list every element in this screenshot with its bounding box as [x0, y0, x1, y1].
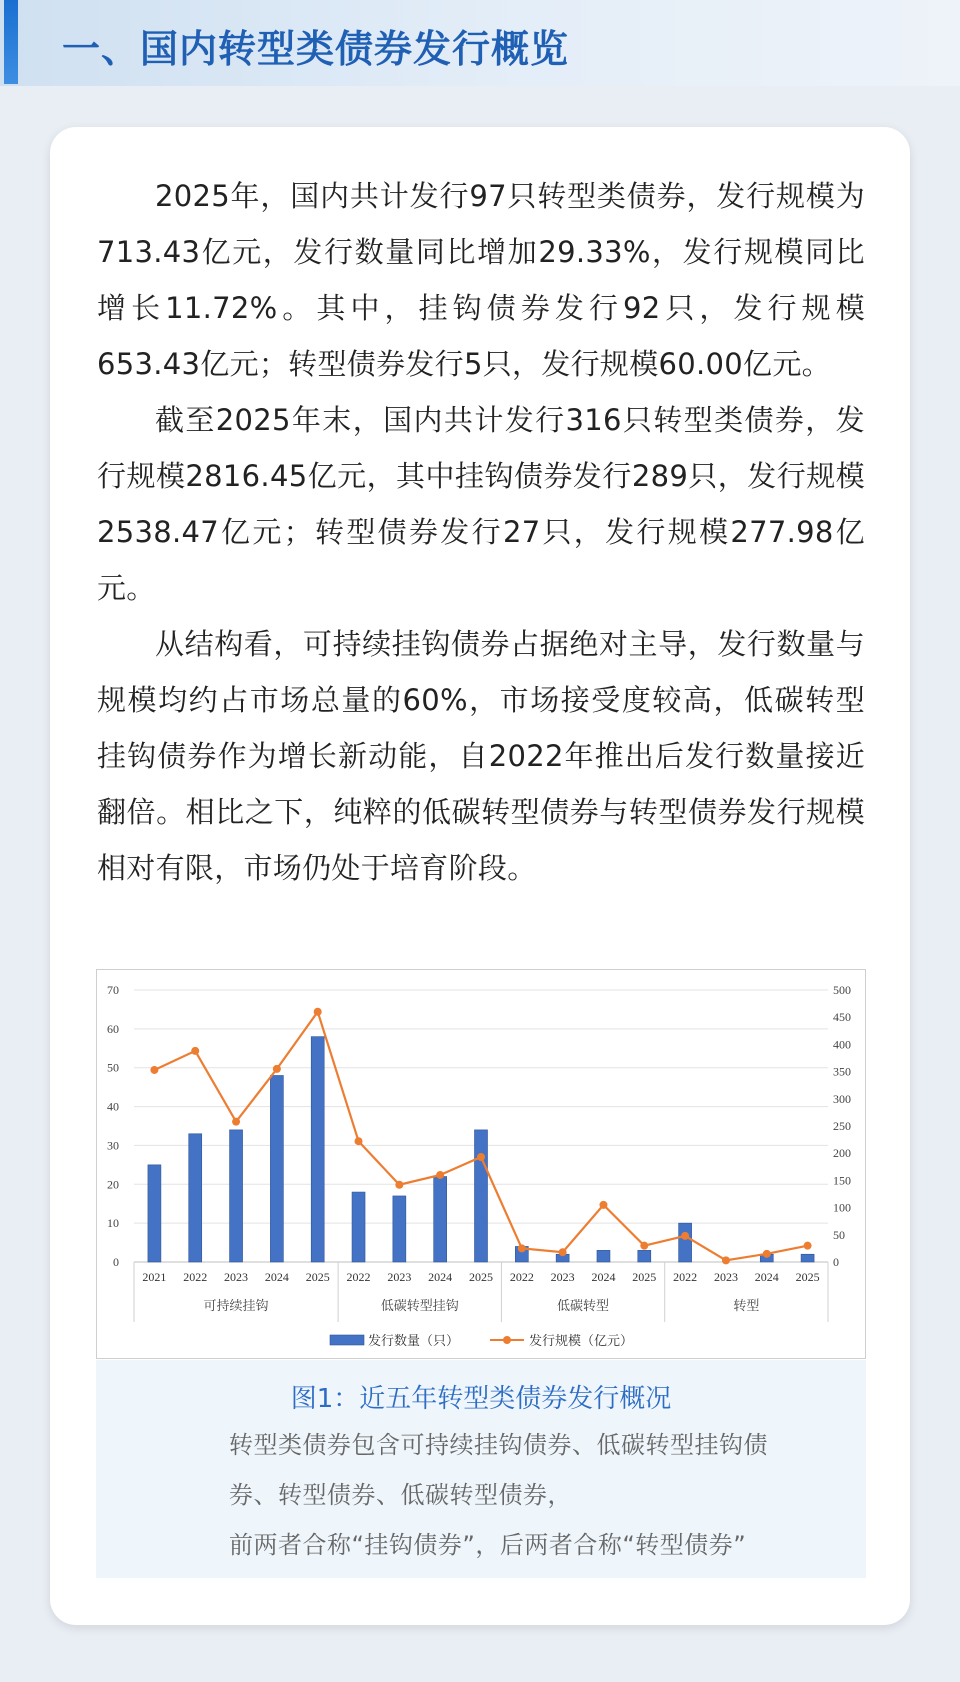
line-point [518, 1244, 526, 1252]
legend-line-marker [503, 1336, 511, 1344]
x-tick-label: 2022 [509, 1270, 534, 1284]
y-right-tick-label: 450 [833, 1010, 851, 1025]
y-right-tick-label: 350 [833, 1064, 851, 1079]
caption-note-line: 券、转型债券、低碳转型债券， [229, 1481, 572, 1509]
bar [393, 1196, 406, 1262]
paragraph: 从结构看，可持续挂钩债券占据绝对主导，发行数量与规模均约占市场总量的60%，市场接受度较高，低碳转型挂钩债券作为增长新动能，自2022年推出后发行数量接近翻倍。相比之下，纯粹的低碳转型债券与转型债券发行规模相对有限，市场仍处于培育阶段。 [97, 627, 865, 885]
x-tick-label: 2025 [469, 1270, 493, 1284]
group-label: 低碳转型 [557, 1299, 610, 1314]
y-left-tick-label: 10 [107, 1216, 119, 1231]
bar [189, 1134, 202, 1262]
y-left-tick-label: 30 [107, 1138, 119, 1153]
caption-note-line: 前两者合称“挂钩债券”，后两者合称“转型债券” [229, 1531, 747, 1559]
bar [597, 1250, 610, 1262]
section-title: 一、国内转型类债券发行概览 [62, 27, 570, 71]
body-text [97, 168, 865, 896]
line-point [232, 1118, 240, 1126]
y-right-tick-label: 50 [833, 1227, 845, 1242]
section-header [0, 0, 960, 86]
bar [270, 1075, 283, 1262]
y-left-tick-label: 20 [107, 1177, 119, 1192]
y-left-tick-label: 70 [107, 983, 119, 997]
line-point [273, 1065, 281, 1073]
y-left-tick-label: 50 [107, 1060, 119, 1075]
y-right-tick-label: 100 [833, 1200, 851, 1215]
line-point [640, 1242, 648, 1250]
bar [801, 1254, 814, 1262]
line-point [436, 1171, 444, 1179]
bar [638, 1250, 651, 1262]
x-tick-label: 2023 [387, 1270, 412, 1284]
x-tick-label: 2022 [183, 1270, 208, 1284]
chart-svg [97, 970, 867, 1360]
x-tick-label: 2025 [795, 1270, 820, 1284]
x-tick-label: 2023 [713, 1270, 738, 1284]
header-accent-bar [4, 0, 18, 84]
x-tick-label: 2021 [142, 1270, 167, 1284]
legend-label: 发行数量（只） [368, 1334, 460, 1349]
line-point [395, 1181, 403, 1189]
paragraph: 2025年，国内共计发行97只转型类债券，发行规模为713.43亿元，发行数量同比增加29.33%，发行规模同比增长11.72%。其中，挂钩债券发行92只，发行规模653.43亿元；转型债券发行5只，发行规模60.00亿元。 [97, 179, 865, 381]
line-point [599, 1201, 607, 1209]
x-tick-label: 2024 [428, 1270, 453, 1284]
bar [311, 1037, 324, 1262]
figure-caption [96, 1360, 866, 1578]
x-tick-label: 2022 [673, 1270, 698, 1284]
y-left-tick-label: 0 [113, 1255, 119, 1269]
y-left-tick-label: 40 [107, 1099, 119, 1114]
y-right-tick-label: 200 [833, 1146, 851, 1161]
y-right-tick-label: 400 [833, 1037, 851, 1052]
y-right-tick-label: 250 [833, 1119, 851, 1133]
bar [148, 1165, 161, 1262]
group-label: 可持续挂钩 [203, 1299, 269, 1314]
y-right-tick-label: 0 [833, 1255, 839, 1269]
line-point [763, 1250, 771, 1258]
group-label: 转型 [733, 1299, 760, 1314]
bar [230, 1130, 243, 1262]
x-tick-label: 2024 [264, 1270, 289, 1284]
bar [679, 1223, 692, 1262]
bar [352, 1192, 365, 1262]
x-tick-label: 2025 [632, 1270, 657, 1284]
x-tick-label: 2024 [754, 1270, 779, 1284]
line-point [355, 1137, 363, 1145]
x-tick-label: 2024 [591, 1270, 616, 1284]
line-point [681, 1232, 689, 1240]
line-point [477, 1153, 485, 1161]
line-point [314, 1008, 322, 1016]
x-tick-label: 2025 [305, 1270, 330, 1284]
bar [475, 1130, 488, 1262]
legend-label: 发行规模（亿元） [529, 1334, 634, 1349]
y-right-tick-label: 150 [833, 1173, 851, 1188]
line-point [150, 1066, 158, 1074]
line-point [191, 1047, 199, 1055]
figure-title: 图1：近五年转型类债券发行概况 [290, 1384, 672, 1414]
line-point [559, 1248, 567, 1256]
x-tick-label: 2022 [346, 1270, 371, 1284]
y-right-tick-label: 300 [833, 1091, 851, 1106]
x-tick-label: 2023 [224, 1270, 249, 1284]
y-left-tick-label: 60 [107, 1021, 119, 1036]
group-label: 低碳转型挂钩 [380, 1299, 459, 1314]
y-right-tick-label: 500 [833, 983, 851, 997]
legend-bar-swatch [330, 1335, 364, 1345]
line-point [804, 1242, 812, 1250]
line-point [722, 1256, 730, 1264]
caption-note-line: 转型类债券包含可持续挂钩债券、低碳转型挂钩债 [229, 1431, 768, 1459]
x-tick-label: 2023 [550, 1270, 575, 1284]
issuance-chart [96, 969, 866, 1359]
bar [434, 1177, 447, 1262]
paragraph: 截至2025年末，国内共计发行316只转型类债券，发行规模2816.45亿元，其中挂钩债券发行289只，发行规模2538.47亿元；转型债券发行27只，发行规模277.98亿元。 [97, 403, 865, 605]
